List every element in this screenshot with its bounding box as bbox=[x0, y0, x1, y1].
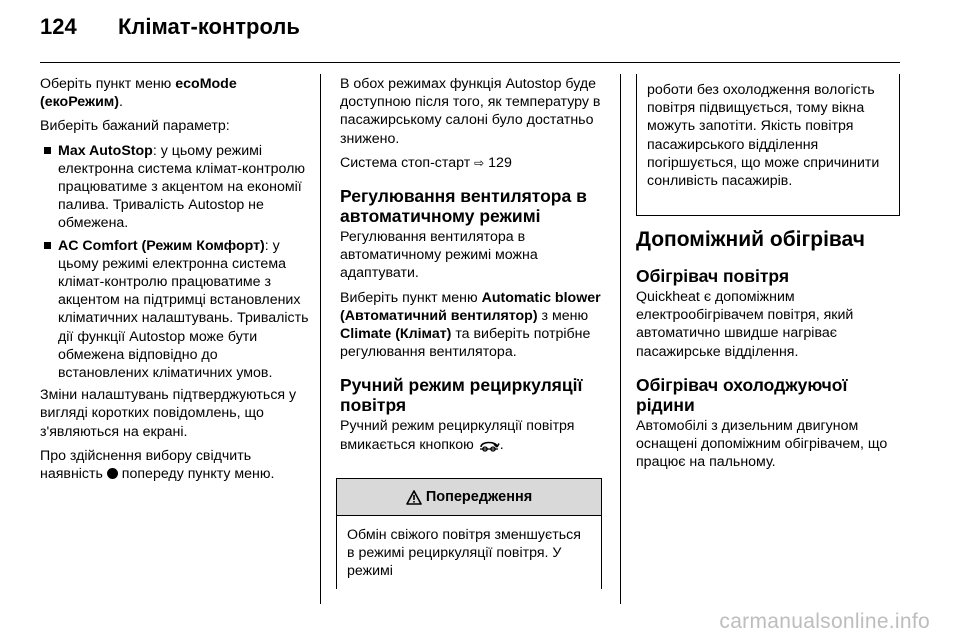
heading-aux-heater: Допоміжний обігрівач bbox=[636, 228, 865, 251]
warning-box-continued: роботи без охолодження вологість повітря підвищується, тому вікна можуть запотіти. Якість повітря пасажирського відділення погіршується, що може спричинити сонливість пасажирів. bbox=[636, 74, 900, 216]
paragraph-select: Виберіть бажаний параметр: bbox=[40, 118, 230, 135]
warning-title: Попередження bbox=[425, 489, 533, 505]
column-1 bbox=[40, 75, 312, 489]
menu-term-automatic-blower: Automatic blower (Автоматичний вентилятор) bbox=[340, 289, 601, 324]
text: та виберіть потрібне регулювання вентилятора. bbox=[340, 326, 591, 361]
heading-coolant-heater: Обігрівач охолоджуючої рідини bbox=[636, 374, 848, 415]
text: : у цьому режимі електронна система клімат-контролю працюватиме з акцентом на підтримці встановлених кліматичних налаштувань. Тривалість дії функції Autostop може бути обмежена відповідно до встановлених кліматичних умов. bbox=[58, 237, 309, 382]
column-3 bbox=[636, 228, 906, 477]
paragraph-blower-menu bbox=[340, 289, 606, 362]
warning-header bbox=[337, 479, 601, 516]
text: Виберіть пункт меню bbox=[340, 289, 482, 306]
column-2 bbox=[340, 75, 606, 463]
text: Система стоп-старт bbox=[340, 154, 475, 171]
warning-body: Обмін свіжого повітря зменшується в режимі рециркуляції повітря. У режимі bbox=[347, 527, 581, 580]
page-title: Клімат-контроль bbox=[118, 14, 300, 39]
paragraph-autostop: В обох режимах функція Autostop буде доступною після того, як температуру в пасажирському салоні було достатньо знижено. bbox=[340, 76, 601, 147]
text: Оберіть пункт меню bbox=[40, 76, 176, 92]
list-item-max-autostop bbox=[40, 142, 312, 233]
heading-recirculation: Ручний режим рециркуляції повітря bbox=[340, 375, 583, 416]
text: . bbox=[119, 94, 123, 111]
list-item-ac-comfort bbox=[40, 237, 312, 383]
menu-term-ecomode: ecoMode (екоРежим) bbox=[40, 76, 237, 111]
text: Ручний режим рециркуляції повітря вмикається кнопкою bbox=[340, 418, 575, 453]
warning-box bbox=[336, 478, 602, 589]
term-max-autostop: Max AutoStop bbox=[58, 142, 153, 159]
paragraph-coolant-heater: Автомобілі з дизельним двигуном оснащені допоміжним обігрівачем, що працює на пальному. bbox=[636, 417, 888, 471]
filled-dot-icon bbox=[107, 468, 118, 479]
bullet-square-icon bbox=[44, 147, 51, 154]
arrow-right-icon: ⇨ bbox=[474, 155, 485, 170]
paragraph-menu bbox=[40, 75, 312, 111]
warning-triangle-icon bbox=[406, 490, 422, 505]
menu-term-climate: Climate (Клімат) bbox=[340, 326, 452, 343]
cross-reference bbox=[340, 154, 606, 172]
paragraph-selection bbox=[40, 447, 312, 483]
paragraph-recirculation bbox=[340, 417, 606, 456]
text: попереду пункту меню. bbox=[117, 466, 275, 483]
text: з меню bbox=[537, 307, 589, 324]
text: Про здійснення вибору свідчить наявність bbox=[40, 447, 252, 483]
paragraph-air-heater: Quickheat є допоміжним електрообігрівачем повітря, який автоматично швидше нагріває пасажирське відділення. bbox=[636, 289, 854, 360]
reference-page: 129 bbox=[488, 154, 512, 171]
bullet-square-icon bbox=[44, 242, 51, 249]
paragraph-confirmation: Зміни налаштувань підтверджуються у вигляді коротких повідомлень, що з'являються на екрані. bbox=[40, 387, 297, 440]
recirculation-icon bbox=[478, 438, 500, 457]
paragraph-auto-blower: Регулювання вентилятора в автоматичному режимі можна адаптувати. bbox=[340, 229, 538, 282]
watermark: carmanualsonline.info bbox=[719, 610, 930, 633]
page-number: 124 bbox=[40, 14, 77, 39]
text: : у цьому режимі електронна система клімат-контролю працюватиме з акцентом на економії палива. Тривалість Autostop не обмежена. bbox=[58, 142, 305, 232]
heading-auto-blower: Регулювання вентилятора в автоматичному режимі bbox=[340, 186, 587, 227]
term-ac-comfort: AC Comfort (Режим Комфорт) bbox=[58, 237, 265, 254]
text: . bbox=[499, 436, 504, 453]
heading-air-heater: Обігрівач повітря bbox=[636, 266, 790, 286]
header-divider bbox=[40, 62, 900, 63]
column-divider-1 bbox=[320, 74, 321, 604]
column-divider-2 bbox=[620, 74, 621, 604]
